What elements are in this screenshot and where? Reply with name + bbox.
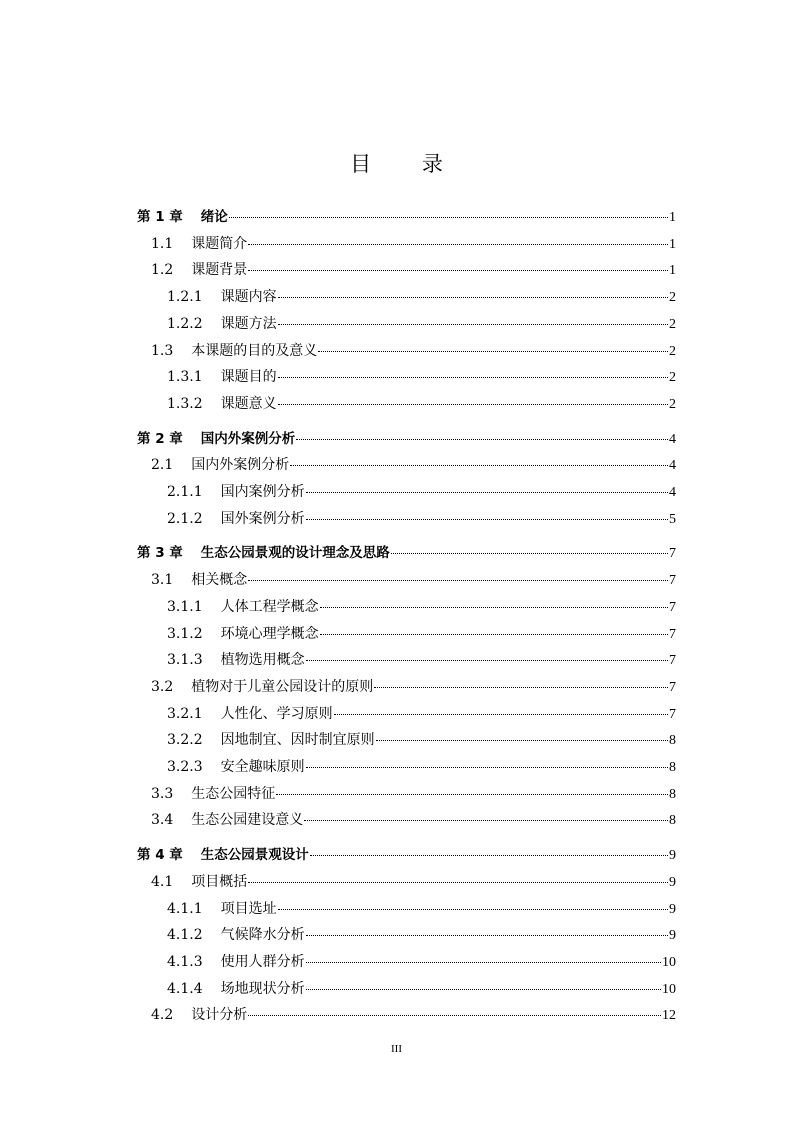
toc-entry-number: 1.3 bbox=[151, 342, 174, 359]
toc-entry-page: 10 bbox=[662, 954, 676, 970]
toc-entry-number: 2.1.2 bbox=[167, 510, 203, 527]
toc-entry-page: 8 bbox=[669, 786, 676, 802]
toc-entry-title: 本课题的目的及意义 bbox=[191, 342, 318, 359]
toc-entry-number: 2.1 bbox=[151, 457, 174, 474]
dot-leader bbox=[290, 465, 668, 466]
toc-entry[interactable] bbox=[151, 810, 676, 831]
toc-entry[interactable] bbox=[151, 341, 676, 362]
toc-entry-title: 课题内容 bbox=[220, 289, 277, 306]
toc-entry-number: 3.2.1 bbox=[167, 705, 203, 722]
toc-entry-page: 4 bbox=[669, 458, 676, 474]
toc-entry-page: 1 bbox=[669, 236, 676, 252]
toc-entry-page: 8 bbox=[669, 760, 676, 775]
toc-entry-number: 3.3 bbox=[151, 785, 174, 802]
toc-entry-number: 1.3.1 bbox=[167, 369, 203, 386]
toc-entry-number: 4.1.1 bbox=[167, 900, 203, 917]
dot-leader bbox=[306, 989, 661, 990]
toc-entry-page: 2 bbox=[669, 343, 676, 359]
toc-entry-title: 因地制宜、因时制宜原则 bbox=[220, 732, 375, 749]
dot-leader bbox=[320, 634, 668, 635]
dot-leader bbox=[248, 1015, 661, 1016]
toc-entry-page: 1 bbox=[669, 210, 676, 225]
toc-entry-title: 生态公园特征 bbox=[191, 785, 276, 802]
toc-entry-page: 8 bbox=[669, 813, 676, 829]
toc-title: 目 录 bbox=[350, 152, 465, 176]
dot-leader bbox=[278, 377, 668, 378]
dot-leader bbox=[296, 439, 668, 440]
toc-entry[interactable] bbox=[167, 650, 676, 671]
dot-leader bbox=[320, 607, 668, 608]
toc-entry-number: 3.1.3 bbox=[167, 652, 203, 669]
toc-entry-page: 5 bbox=[669, 511, 676, 527]
toc-entry[interactable] bbox=[151, 1005, 676, 1026]
toc-entry-number: 第 2 章 bbox=[137, 430, 183, 447]
toc-entry-title: 人性化、学习原则 bbox=[220, 705, 333, 722]
toc-entry[interactable] bbox=[167, 730, 676, 751]
toc-entry-title: 绪论 bbox=[200, 209, 228, 225]
toc-entry-page: 7 bbox=[669, 653, 676, 669]
toc-chapter-entry[interactable] bbox=[137, 845, 676, 866]
toc-entry-title: 国外案例分析 bbox=[220, 510, 305, 527]
toc-entry-number: 1.3.2 bbox=[167, 395, 203, 412]
toc-entry-page: 9 bbox=[669, 848, 676, 864]
dot-leader bbox=[306, 660, 668, 661]
dot-leader bbox=[276, 794, 668, 795]
toc-entry-number: 1.2.2 bbox=[167, 315, 203, 332]
toc-entry[interactable] bbox=[167, 624, 676, 645]
toc-entry[interactable] bbox=[167, 287, 676, 308]
toc-entry-page: 4 bbox=[669, 485, 676, 500]
toc-entry-page: 2 bbox=[669, 370, 676, 386]
toc-entry-page: 1 bbox=[669, 263, 676, 279]
toc-chapter-entry[interactable] bbox=[137, 207, 676, 228]
toc-entry[interactable] bbox=[151, 570, 676, 591]
toc-entry-title: 国内案例分析 bbox=[220, 484, 305, 500]
toc-entry[interactable] bbox=[167, 899, 676, 920]
toc-entry-title: 生态公园建设意义 bbox=[191, 812, 304, 829]
toc-entry[interactable] bbox=[167, 509, 676, 530]
toc-entry-title: 植物选用概念 bbox=[220, 652, 305, 669]
toc-entry-page: 2 bbox=[669, 396, 676, 412]
toc-entry-title: 相关概念 bbox=[191, 572, 248, 589]
toc-entry-title: 人体工程学概念 bbox=[220, 598, 319, 615]
toc-entry[interactable] bbox=[167, 314, 676, 335]
toc-entry-page: 8 bbox=[669, 733, 676, 749]
toc-entry-page: 9 bbox=[669, 928, 676, 944]
toc-entry-number: 3.2.3 bbox=[167, 759, 203, 775]
toc-entry-number: 第 4 章 bbox=[137, 847, 183, 864]
toc-entry-page: 7 bbox=[669, 679, 676, 695]
dot-leader bbox=[306, 519, 668, 520]
toc-entry-number: 3.1 bbox=[151, 572, 174, 589]
toc-entry[interactable] bbox=[167, 597, 676, 618]
toc-entry-title: 课题简介 bbox=[191, 235, 248, 252]
toc-entry-page: 2 bbox=[669, 290, 676, 306]
toc-entry-title: 课题目的 bbox=[220, 369, 277, 386]
toc-entry-number: 3.1.1 bbox=[167, 598, 203, 615]
toc-entry-title: 课题意义 bbox=[220, 395, 277, 412]
toc-entry-title: 课题背景 bbox=[191, 262, 248, 279]
dot-leader bbox=[306, 935, 668, 936]
toc-entry-title: 安全趣味原则 bbox=[220, 759, 305, 775]
toc-entry-page: 9 bbox=[669, 874, 676, 890]
dot-leader bbox=[318, 351, 668, 352]
toc-entry-number: 4.1.4 bbox=[167, 980, 203, 997]
toc-entry-page: 7 bbox=[669, 706, 676, 722]
toc-entry[interactable] bbox=[151, 234, 676, 255]
toc-entry-page: 9 bbox=[669, 901, 676, 917]
toc-entry-number: 4.2 bbox=[151, 1007, 174, 1024]
dot-leader bbox=[248, 882, 668, 883]
toc-entry[interactable] bbox=[167, 952, 676, 973]
toc-entry[interactable] bbox=[151, 677, 676, 698]
toc-entry-title: 项目选址 bbox=[220, 900, 277, 917]
toc-entry-number: 1.2.1 bbox=[167, 289, 203, 306]
toc-entry-title: 国内外案例分析 bbox=[200, 430, 296, 447]
toc-entry[interactable] bbox=[167, 979, 676, 1000]
toc-entry-title: 设计分析 bbox=[191, 1007, 248, 1024]
dot-leader bbox=[306, 767, 668, 768]
dot-leader bbox=[306, 962, 661, 963]
toc-entry-page: 7 bbox=[669, 546, 676, 562]
toc-entry-number: 1.1 bbox=[151, 235, 174, 252]
page-number: III bbox=[391, 1043, 402, 1055]
dot-leader bbox=[278, 324, 668, 325]
toc-entry-title: 生态公园景观设计 bbox=[200, 847, 309, 864]
toc-entry[interactable] bbox=[167, 704, 676, 725]
dot-leader bbox=[304, 820, 668, 821]
toc-entry[interactable] bbox=[167, 394, 676, 415]
dot-leader bbox=[310, 855, 668, 856]
toc-entry-title: 场地现状分析 bbox=[220, 980, 305, 997]
dot-leader bbox=[278, 404, 668, 405]
toc-entry-title: 使用人群分析 bbox=[220, 953, 305, 970]
toc-entry-page: 7 bbox=[669, 626, 676, 642]
toc-entry-title: 生态公园景观的设计理念及思路 bbox=[200, 545, 390, 562]
toc-entry-number: 第 1 章 bbox=[137, 209, 183, 225]
toc-entry-number: 4.1.2 bbox=[167, 927, 203, 944]
dot-leader bbox=[278, 297, 668, 298]
dot-leader bbox=[391, 553, 668, 554]
dot-leader bbox=[248, 270, 668, 271]
dot-leader bbox=[376, 740, 668, 741]
toc-entry-page: 7 bbox=[669, 599, 676, 615]
toc-entry[interactable] bbox=[167, 482, 676, 503]
toc-entry-page: 10 bbox=[662, 981, 676, 997]
toc-entry-title: 气候降水分析 bbox=[220, 927, 305, 944]
dot-leader bbox=[248, 244, 668, 245]
toc-entry-number: 第 3 章 bbox=[137, 545, 183, 562]
dot-leader bbox=[278, 909, 668, 910]
toc-chapter-entry[interactable] bbox=[137, 543, 676, 564]
toc-entry[interactable] bbox=[167, 367, 676, 388]
toc-entry-number: 4.1.3 bbox=[167, 953, 203, 970]
toc-chapter-entry[interactable] bbox=[137, 429, 676, 450]
toc-entry[interactable] bbox=[167, 925, 676, 946]
dot-leader bbox=[374, 687, 668, 688]
toc-entry-title: 植物对于儿童公园设计的原则 bbox=[191, 678, 374, 695]
toc-entry[interactable] bbox=[151, 784, 676, 805]
toc-entry-number: 3.4 bbox=[151, 812, 174, 829]
toc-entry-title: 环境心理学概念 bbox=[220, 625, 319, 642]
dot-leader bbox=[334, 714, 668, 715]
toc-entry-title: 项目概括 bbox=[191, 873, 248, 890]
toc-entry-title: 课题方法 bbox=[220, 315, 277, 332]
toc-entry-page: 4 bbox=[669, 431, 676, 447]
toc-entry-page: 2 bbox=[669, 316, 676, 332]
dot-leader bbox=[229, 217, 668, 218]
toc-entry-page: 7 bbox=[669, 573, 676, 589]
toc-entry[interactable] bbox=[151, 872, 676, 893]
toc-entry-number: 3.2 bbox=[151, 678, 174, 695]
dot-leader bbox=[306, 492, 668, 493]
toc-entry-title: 国内外案例分析 bbox=[191, 457, 290, 474]
toc-entry[interactable] bbox=[151, 455, 676, 476]
toc-entry-number: 1.2 bbox=[151, 262, 174, 279]
toc-entry[interactable] bbox=[167, 757, 676, 778]
toc-entry[interactable] bbox=[151, 260, 676, 281]
toc-entry-number: 4.1 bbox=[151, 873, 174, 890]
toc-entry-page: 12 bbox=[662, 1008, 676, 1024]
toc-entry-number: 3.2.2 bbox=[167, 732, 203, 749]
toc-entry-number: 3.1.2 bbox=[167, 625, 203, 642]
dot-leader bbox=[248, 580, 668, 581]
toc-entry-number: 2.1.1 bbox=[167, 484, 203, 500]
